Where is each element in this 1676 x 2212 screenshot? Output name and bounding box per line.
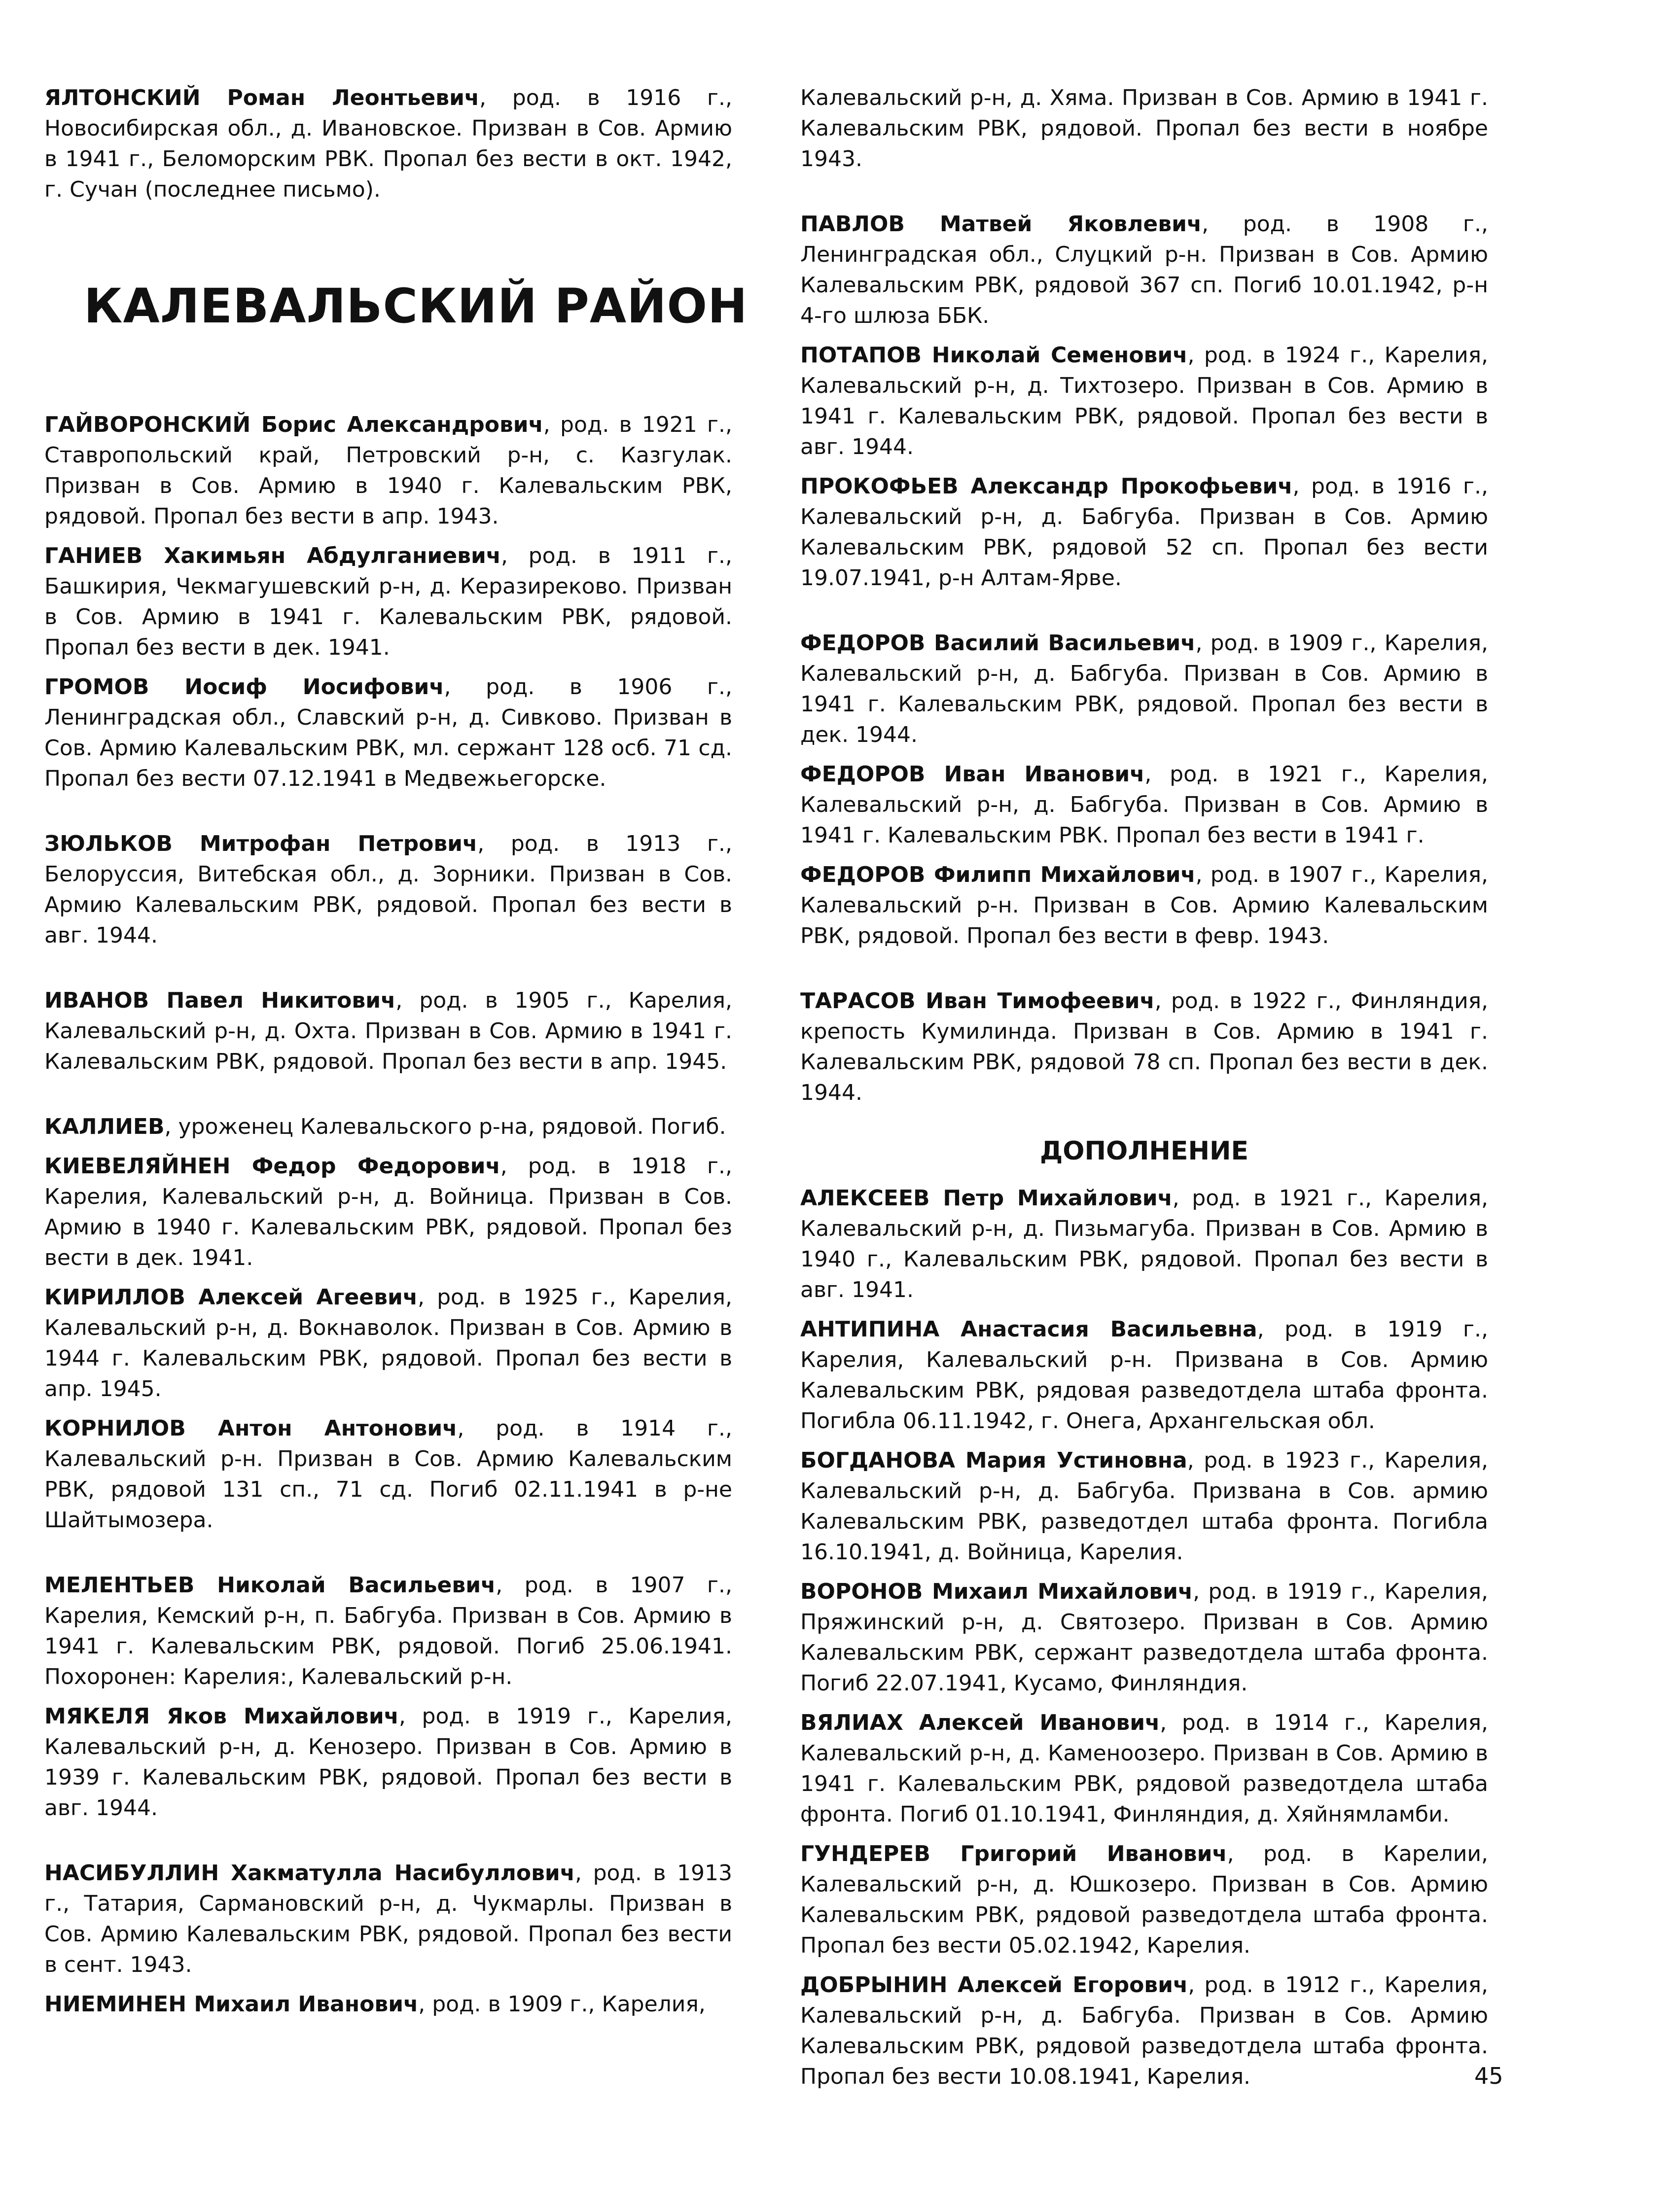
spacer <box>44 803 732 829</box>
spacer <box>800 602 1488 628</box>
entry <box>44 83 732 205</box>
entry <box>800 860 1488 951</box>
entry <box>800 1577 1488 1699</box>
entry-text: , род. в 1921 г., Ставропольский край, Петровский р-н, с. Казгулак. Призван в Сов. Армию в 1940 г. Калевальским РВК, рядовой. Пропал без вести в апр. 1943. <box>44 412 732 529</box>
entry-name: НИЕМИНЕН Михаил Иванович <box>44 1992 419 2017</box>
district-heading: КАЛЕВАЛЬСКИЙ РАЙОН <box>84 279 748 334</box>
entry <box>800 1708 1488 1830</box>
entry-name: ТАРАСОВ Иван Тимофеевич <box>800 988 1155 1014</box>
entry-name: ИВАНОВ Павел Никитович <box>44 988 396 1013</box>
entry-name: ЗЮЛЬКОВ Митрофан Петрович <box>44 831 478 856</box>
entry-name: КОРНИЛОВ Антон Антонович <box>44 1416 458 1441</box>
left-column <box>44 83 748 2029</box>
entry-name: ФЕДОРОВ Филипп Михайлович <box>800 862 1196 887</box>
entry-text: , род. в 1914 г., Карелия, Калевальский р-н, д. Каменоозеро. Призван в Сов. Армию в 1941 г. Калевальским РВК, рядовой разведотдела штаба фронта. Погиб 01.10.1941, Финляндия, д. Хяйнямламби. <box>800 1710 1488 1827</box>
entry-text: , род. в 1907 г., Карелия, Калевальский р-н. Призван в Сов. Армию Калевальским РВК, рядовой. Пропал без вести в февр. 1943. <box>800 862 1488 948</box>
entry <box>44 1858 732 1980</box>
entry <box>800 628 1488 750</box>
entry-name: КИРИЛЛОВ Алексей Агеевич <box>44 1285 418 1310</box>
entry <box>800 471 1488 594</box>
entry <box>44 672 732 794</box>
entry-text: , род. в 1913 г., Белоруссия, Витебская обл., д. Зорники. Призван в Сов. Армию Калевальским РВК, рядовой. Пропал без вести в авг. 1944. <box>44 831 732 948</box>
entry <box>800 759 1488 851</box>
entry-text: , род. в 1906 г., Ленинградская обл., Славский р-н, д. Сивково. Призван в Сов. Армию Калевальским РВК, мл. сержант 128 осб. 71 сд. Пропал без вести 07.12.1941 в Медвежьегорске. <box>44 674 733 791</box>
entry-name: ДОБРЫНИН Алексей Егорович <box>800 1972 1188 1998</box>
entry <box>800 986 1488 1108</box>
entry-text: , уроженец Калевальского р-на, рядовой. Погиб. <box>164 1114 726 1139</box>
entry-text: , род. в 1919 г., Карелия, Пряжинский р-н, д. Святозеро. Призван в Сов. Армию Калевальским РВК, сержант разведотдела штаба фронта. Погиб 22.07.1941, Кусамо, Финляндия. <box>800 1579 1488 1696</box>
entry-name: КАЛЛИЕВ <box>44 1114 165 1139</box>
entry-name: ЯЛТОНСКИЙ Роман Леонтьевич <box>44 85 480 110</box>
entry-name: АНТИПИНА Анастасия Васильевна <box>800 1317 1257 1342</box>
entry-text: , род. в 1909 г., Карелия, <box>418 1992 706 2017</box>
entry-name: ГУНДЕРЕВ Григорий Иванович <box>800 1841 1227 1866</box>
entry <box>800 83 1488 175</box>
spacer <box>800 183 1488 209</box>
spacer <box>44 1832 732 1858</box>
entry <box>800 340 1488 462</box>
entry <box>800 1970 1488 2092</box>
entry-name: ВОРОНОВ Михаил Михайлович <box>800 1579 1193 1604</box>
entry-name: БОГДАНОВА Мария Устиновна <box>800 1448 1187 1473</box>
entry <box>44 985 732 1077</box>
entry-name: МЯКЕЛЯ Яков Михайлович <box>44 1704 399 1729</box>
entry-text: , род. в 1921 г., Карелия, Калевальский р-н, д. Бабгуба. Призван в Сов. Армию в 1941 г. Калевальским РВК. Пропал без вести в 1941 г. <box>800 762 1488 848</box>
entry <box>800 1183 1488 1305</box>
entry-name: ПАВЛОВ Матвей Яковлевич <box>800 211 1202 237</box>
entry-text: , род. в 1923 г., Карелия, Калевальский р-н, д. Бабгуба. Призвана в Сов. армию Калевальским РВК, разведотдел штаба фронта. Погибла 16.10.1941, д. Войница, Карелия. <box>800 1448 1488 1565</box>
entry <box>800 1314 1488 1437</box>
entry-name: ФЕДОРОВ Иван Иванович <box>800 762 1145 787</box>
entry <box>44 1570 732 1692</box>
entry-text: , род. в 1913 г., Татария, Сармановский р-н, д. Чукмарлы. Призван в Сов. Армию Калевальским РВК, рядовой. Пропал без вести в сент. 1943. <box>44 1861 732 1977</box>
entry <box>44 829 732 951</box>
spacer <box>44 1545 732 1570</box>
entry <box>44 1989 732 2020</box>
entry-text: , род. в 1918 г., Карелия, Калевальский р-н, д. Войница. Призван в Сов. Армию в 1940 г. Калевальским РВК, рядовой. Пропал без вести в дек. 1941. <box>44 1154 732 1270</box>
entry-name: АЛЕКСЕЕВ Петр Михайлович <box>800 1186 1173 1211</box>
entry-name: КИЕВЕЛЯЙНЕН Федор Федорович <box>44 1154 500 1179</box>
entry <box>44 1701 732 1824</box>
entry-text: , род. в 1921 г., Карелия, Калевальский р-н, д. Пизьмагуба. Призван в Сов. Армию в 1940 г., Калевальским РВК, рядовой. Пропал без вести в авг. 1941. <box>800 1186 1488 1302</box>
entry-name: ФЕДОРОВ Василий Васильевич <box>800 631 1196 656</box>
entry-name: ГАЙВОРОНСКИЙ Борис Александрович <box>44 412 543 437</box>
entry-text: , род. в 1908 г., Ленинградская обл., Слуцкий р-н. Призван в Сов. Армию Калевальским РВК, рядовой 367 сп. Погиб 10.01.1942, р-н 4-го шлюза ББК. <box>800 211 1489 328</box>
entry-name: ВЯЛИАХ Алексей Иванович <box>800 1710 1160 1735</box>
entry-text: , род. в 1922 г., Финляндия, крепость Кумилинда. Призван в Сов. Армию в 1941 г. Калевальским РВК, рядовой 78 сп. Пропал без вести в дек. 1944. <box>800 988 1488 1105</box>
entry <box>44 1112 732 1142</box>
supplement-heading: ДОПОЛНЕНИЕ <box>1039 1136 1249 1166</box>
entry-name: НАСИБУЛЛИН Хакматулла Насибуллович <box>44 1861 575 1886</box>
entry-text: , род. в 1925 г., Карелия, Калевальский р-н, д. Вокнаволок. Призван в Сов. Армию в 1944 г. Калевальским РВК, рядовой. Пропал без вести в апр. 1945. <box>44 1285 732 1402</box>
entry <box>44 410 732 532</box>
entry-name: МЕЛЕНТЬЕВ Николай Васильевич <box>44 1573 496 1598</box>
entry-text: , род. в 1919 г., Карелия, Калевальский р-н. Призвана в Сов. Армию Калевальским РВК, рядовая разведотдела штаба фронта. Погибла 06.11.1942, г. Онега, Архангельская обл. <box>800 1317 1488 1434</box>
entry-text: , род. в 1916 г., Калевальский р-н, д. Бабгуба. Призван в Сов. Армию Калевальским РВК, рядовой 52 сп. Пропал без вести 19.07.1941, р-н Алтам-Ярве. <box>800 474 1489 591</box>
entry <box>800 1445 1488 1568</box>
entry-name: ГРОМОВ Иосиф Иосифович <box>44 674 444 700</box>
entry-text: , род. в Карелии, Калевальский р-н, д. Юшкозеро. Призван в Сов. Армию Калевальским РВК, рядовой разведотдела штаба фронта. Пропал без вести 05.02.1942, Карелия. <box>800 1841 1488 1958</box>
entry-text: , род. в 1924 г., Карелия, Калевальский р-н, д. Тихтозеро. Призван в Сов. Армию в 1941 г. Калевальским РВК, рядовой. Пропал без вести в авг. 1944. <box>800 343 1488 459</box>
entry <box>800 1839 1488 1961</box>
entry-text: , род. в 1909 г., Карелия, Калевальский р-н, д. Бабгуба. Призван в Сов. Армию в 1941 г. Калевальским РВК, рядовой. Пропал без вести в дек. 1944. <box>800 631 1488 747</box>
entry-text: , род. в 1916 г., Новосибирская обл., д. Ивановское. Призван в Сов. Армию в 1941 г., Беломорским РВК. Пропал без вести в окт. 1942, г. Сучан (последнее письмо). <box>44 85 732 202</box>
entry-name: ПРОКОФЬЕВ Александр Прокофьевич <box>800 474 1293 499</box>
right-column <box>800 83 1488 2101</box>
entry-text: , род. в 1911 г., Башкирия, Чекмагушевский р-н, д. Керазиреково. Призван в Сов. Армию в 1941 г. Калевальским РВК, рядовой. Пропал без вести в дек. 1941. <box>44 543 732 660</box>
entry <box>44 1282 732 1404</box>
entry-text: , род. в 1912 г., Карелия, Калевальский р-н, д. Бабгуба. Призван в Сов. Армию Калевальским РВК, рядовой разведотдела штаба фронта. Пропал без вести 10.08.1941, Карелия. <box>800 1972 1488 2089</box>
entry <box>44 1413 732 1536</box>
entry-text: , род. в 1905 г., Карелия, Калевальский р-н, д. Охта. Призван в Сов. Армию в 1941 г. Калевальским РВК, рядовой. Пропал без вести в апр. 1945. <box>44 988 732 1074</box>
entry-text: , род. в 1919 г., Карелия, Калевальский р-н, д. Кенозеро. Призван в Сов. Армию в 1939 г. Калевальским РВК, рядовой. Пропал без вести в авг. 1944. <box>44 1704 732 1821</box>
entry-text: , род. в 1907 г., Карелия, Кемский р-н, п. Бабгуба. Призван в Сов. Армию в 1941 г. Калевальским РВК, рядовой. Погиб 25.06.1941. Похоронен: Карелия:, Калевальский р-н. <box>44 1573 732 1689</box>
entry-text: , род. в 1914 г., Калевальский р-н. Призван в Сов. Армию Калевальским РВК, рядовой 131 сп., 71 сд. Погиб 02.11.1941 в р-не Шайтымозера. <box>44 1416 733 1533</box>
entry <box>800 209 1488 331</box>
entry-name: ПОТАПОВ Николай Семенович <box>800 343 1188 368</box>
spacer <box>800 960 1488 986</box>
spacer <box>44 960 732 985</box>
page-number: 45 <box>1474 2063 1503 2089</box>
entry <box>44 1151 732 1273</box>
entry-text: Калевальский р-н, д. Хяма. Призван в Сов. Армию в 1941 г. Калевальским РВК, рядовой. Пропал без вести в ноябре 1943. <box>800 85 1488 172</box>
spacer <box>44 1086 732 1112</box>
entry-name: ГАНИЕВ Хакимьян Абдулганиевич <box>44 543 501 568</box>
entry <box>44 541 732 663</box>
